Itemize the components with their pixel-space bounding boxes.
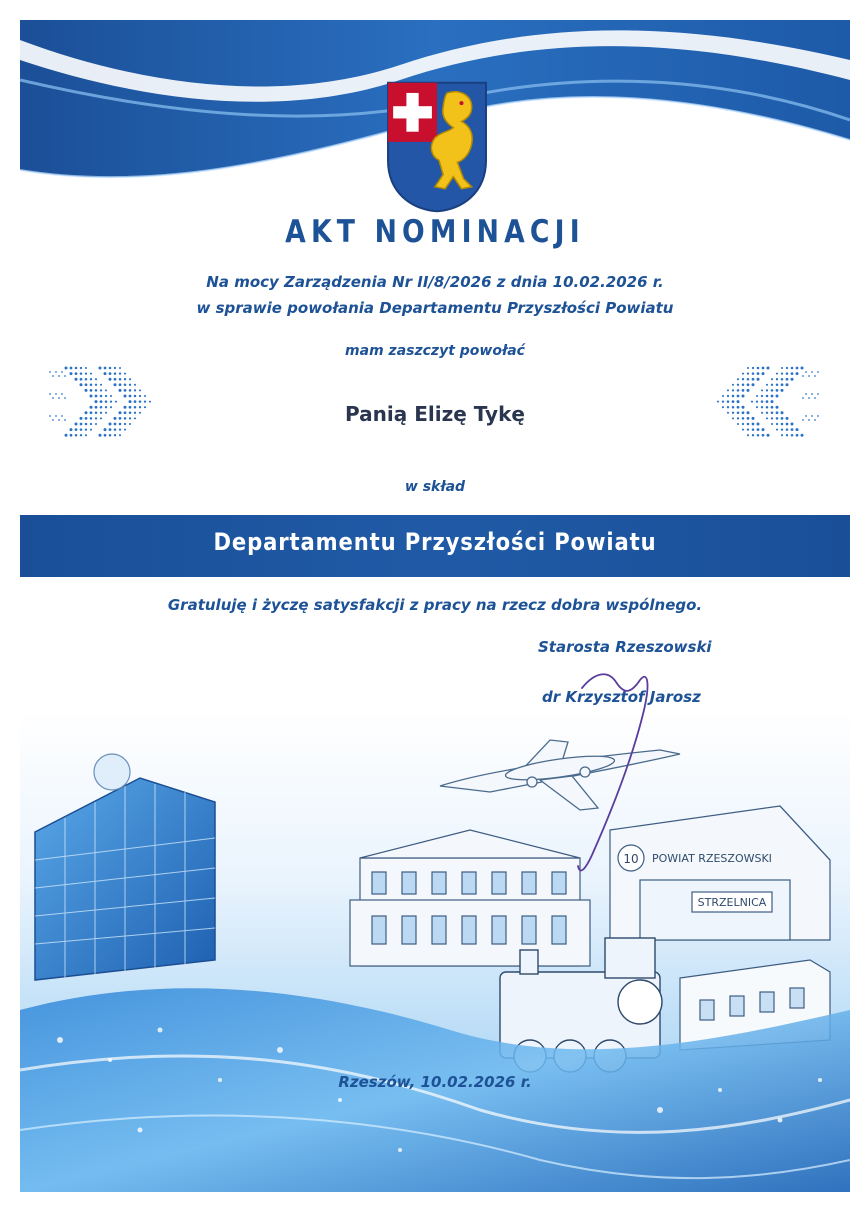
ornament-dot xyxy=(105,389,107,391)
ornament-dot xyxy=(786,378,789,381)
ornament-dot xyxy=(85,372,87,374)
ornament-dot xyxy=(129,389,132,392)
ornament-dot xyxy=(762,434,765,437)
ornament-dot xyxy=(58,375,60,377)
ornament-dot xyxy=(737,378,739,380)
ornament-dot xyxy=(801,367,804,370)
ornament-dot xyxy=(90,389,93,392)
ornament-dot xyxy=(85,428,87,430)
ornament-dot xyxy=(757,367,760,370)
ornament-dot xyxy=(814,375,816,377)
ornament-dot xyxy=(119,383,122,386)
ornament-dot xyxy=(85,367,87,369)
ornament-dot xyxy=(110,395,112,397)
ornament-dot xyxy=(722,395,724,397)
ornament-dot xyxy=(747,383,750,386)
ornament-dot xyxy=(95,395,98,398)
ornament-dot xyxy=(781,378,784,381)
ornament-dot xyxy=(805,371,807,373)
ornament-dot xyxy=(104,428,107,431)
ornament-dot xyxy=(95,384,97,386)
ornament-dot xyxy=(781,372,783,374)
ornament-dot xyxy=(49,393,51,395)
ornament-dot xyxy=(64,375,66,377)
ornament-dot xyxy=(771,395,774,398)
ornament-dot xyxy=(124,378,126,380)
ornament-dot xyxy=(776,378,778,380)
ornament-dot xyxy=(99,367,102,370)
ornament-dot xyxy=(814,397,816,399)
ornament-dot xyxy=(80,383,83,386)
hall-number: 10 xyxy=(623,852,639,866)
ornament-dot xyxy=(75,378,78,381)
ornament-dot xyxy=(802,397,804,399)
ornament-dot xyxy=(124,373,126,375)
ornament-dot xyxy=(109,428,112,431)
ornament-dot xyxy=(805,393,807,395)
ornament-dot xyxy=(742,384,745,387)
ornament-dot xyxy=(776,389,779,392)
ornament-dot xyxy=(65,434,68,437)
ornament-dot xyxy=(786,434,788,436)
ornament-dot xyxy=(802,375,804,377)
signatory-name: dr Krzysztof Jarosz xyxy=(542,688,701,706)
ornament-dot xyxy=(114,372,117,375)
ornament-dot xyxy=(80,378,83,381)
ornament-dot xyxy=(781,383,784,386)
signatory-title: Starosta Rzeszowski xyxy=(538,638,712,656)
ornament-dot xyxy=(761,395,763,397)
legal-basis-line-1: Na mocy Zarządzenia Nr II/8/2026 z dnia 10.02.2026 r. xyxy=(206,273,664,291)
ornament-dot xyxy=(99,434,102,437)
ornament-dot xyxy=(752,378,755,381)
ornament-dot xyxy=(727,389,729,391)
ornament-dot xyxy=(766,384,768,386)
ornament-dot xyxy=(756,395,758,397)
ornament-dot xyxy=(776,373,778,375)
ornament-dot xyxy=(124,384,127,387)
ornament-dot xyxy=(100,395,103,398)
ornament-dot xyxy=(61,393,63,395)
ornament-dot xyxy=(109,372,112,375)
department-name: Departamentu Przyszłości Powiatu xyxy=(213,528,657,556)
ornament-dot xyxy=(796,372,799,375)
ornament-dot xyxy=(766,395,769,398)
ornament-dot xyxy=(80,372,83,375)
ornament-dot xyxy=(119,434,121,436)
ornament-dot xyxy=(114,378,117,381)
ornament-dot xyxy=(109,434,112,437)
hall-building-icon xyxy=(610,806,830,940)
ornament-dot xyxy=(61,371,63,373)
ornament-dot xyxy=(737,395,740,398)
ornament-dot xyxy=(65,367,68,370)
nominee-name: Panią Elizę Tykę xyxy=(345,402,525,426)
ornament-dot xyxy=(762,367,765,370)
congratulations-line: Gratuluję i życzę satysfakcji z pracy na rzecz dobra wspólnego. xyxy=(167,596,703,614)
ornament-dot xyxy=(75,428,78,431)
ornament-dot xyxy=(767,434,770,437)
ornament-dot xyxy=(70,367,73,370)
hall-sign: POWIAT RZESZOWSKI xyxy=(652,852,772,865)
ornament-dot xyxy=(742,378,744,380)
ornament-dot xyxy=(144,395,146,397)
ornament-dot xyxy=(129,384,131,386)
ornament-dot xyxy=(742,395,745,398)
ornament-dot xyxy=(114,383,117,386)
ornament-dot xyxy=(817,393,819,395)
ornament-dot xyxy=(752,434,754,436)
ornament-dot xyxy=(732,384,734,386)
ornament-dot xyxy=(104,434,107,437)
city-illustration xyxy=(20,710,850,1192)
ornament-dot xyxy=(139,389,141,391)
ornament-dot xyxy=(75,367,78,370)
ornament-dot xyxy=(134,384,136,386)
ornament-dot xyxy=(781,389,784,392)
ornament-dot xyxy=(70,428,73,431)
ornament-dot xyxy=(134,389,136,391)
ornament-dot xyxy=(85,378,88,381)
ornament-dot xyxy=(791,372,794,375)
ornament-dot xyxy=(75,372,78,375)
ornament-dot xyxy=(139,395,141,397)
ornament-dot xyxy=(786,372,789,375)
ornament-dot xyxy=(119,389,122,392)
ornament-dot xyxy=(134,395,137,398)
legal-basis-line-2: w sprawie powołania Departamentu Przyszłości Powiatu xyxy=(196,299,674,317)
ornament-dot xyxy=(781,434,783,436)
ornament-dot xyxy=(55,393,57,395)
ornament-dot xyxy=(52,397,54,399)
ornament-dot xyxy=(55,371,57,373)
ornament-dot xyxy=(747,389,750,392)
ornament-dot xyxy=(70,372,73,375)
ornament-dot xyxy=(771,384,773,386)
ornament-dot xyxy=(791,428,794,431)
ornament-dot xyxy=(732,395,735,398)
ornament-dot xyxy=(85,389,88,392)
ornament-dot xyxy=(124,429,126,431)
ornament-dot xyxy=(742,429,744,431)
ornament-dot xyxy=(58,397,60,399)
ornament-dot xyxy=(119,372,121,374)
ornament-dot xyxy=(124,389,127,392)
into-line: w skład xyxy=(404,479,466,495)
nomination-certificate xyxy=(20,20,850,1192)
ornament-dot xyxy=(109,378,112,381)
ornament-dot xyxy=(752,428,755,431)
ornament-dot xyxy=(811,371,813,373)
ornament-dot xyxy=(747,428,749,430)
ornament-dot xyxy=(90,378,92,380)
ornament-dot xyxy=(90,384,93,387)
ornament-dot xyxy=(52,375,54,377)
ornament-dot xyxy=(75,434,78,437)
ornament-dot xyxy=(124,395,127,398)
ornament-dot xyxy=(100,389,102,391)
ornament-dot xyxy=(747,367,749,369)
ornament-dot xyxy=(811,393,813,395)
ornament-dot xyxy=(747,372,749,374)
ornament-dot xyxy=(786,383,789,386)
ornament-dot xyxy=(114,434,116,436)
ornament-dot xyxy=(752,372,755,375)
ornament-dot xyxy=(742,389,745,392)
ornament-dot xyxy=(801,434,804,437)
ornament-dot xyxy=(781,428,783,430)
ornament-dot xyxy=(767,367,770,370)
ornament-dot xyxy=(808,397,810,399)
ornament-dot xyxy=(49,371,51,373)
ornament-dot xyxy=(786,367,788,369)
ornament-dot xyxy=(95,378,97,380)
ornament-dot xyxy=(817,371,819,373)
ornament-dot xyxy=(104,367,107,370)
ornament-dot xyxy=(119,428,121,430)
ornament-dot xyxy=(796,428,799,431)
ornament-dot xyxy=(90,373,92,375)
ornament-dot xyxy=(129,395,132,398)
ornament-dot xyxy=(771,378,773,380)
ornament-dot xyxy=(109,367,112,370)
ornament-dot xyxy=(757,434,760,437)
ornament-dot xyxy=(80,367,82,369)
ornament-dot xyxy=(737,384,739,386)
ornament-dot xyxy=(776,384,779,387)
ornament-dot xyxy=(742,373,744,375)
ornament-dot xyxy=(90,429,92,431)
ornament-dot xyxy=(129,378,131,380)
ornament-dot xyxy=(747,378,750,381)
ornament-dot xyxy=(119,378,122,381)
ornament-dot xyxy=(808,375,810,377)
ornament-dot xyxy=(791,367,794,370)
ornament-dot xyxy=(796,434,799,437)
ornament-dot xyxy=(757,428,760,431)
hall-door-sign: STRZELNICA xyxy=(697,896,767,909)
ornament-dot xyxy=(781,367,783,369)
ornament-dot xyxy=(771,389,774,392)
ornament-dot xyxy=(732,389,734,391)
ornament-dot xyxy=(762,428,765,431)
ornament-dot xyxy=(85,383,88,386)
ornament-dot xyxy=(737,389,740,392)
ornament-dot xyxy=(95,389,98,392)
ornament-dot xyxy=(766,389,768,391)
ornament-dot xyxy=(727,395,729,397)
ornament-dot xyxy=(747,434,749,436)
ornament-dot xyxy=(786,428,789,431)
ornament-dot xyxy=(796,367,799,370)
ornament-dot xyxy=(70,434,73,437)
ornament-dot xyxy=(114,367,116,369)
coat-of-arms-icon xyxy=(386,80,488,214)
ornament-dot xyxy=(80,434,82,436)
ornament-dot xyxy=(791,378,794,381)
ornament-dot xyxy=(80,428,83,431)
department-banner xyxy=(20,515,850,577)
ornament-dot xyxy=(776,395,779,398)
ornament-dot xyxy=(90,395,93,398)
ornament-dot xyxy=(752,367,754,369)
ornament-dot xyxy=(761,389,763,391)
ornament-dot xyxy=(119,367,121,369)
ornament-dot xyxy=(100,384,102,386)
place-and-date: Rzeszów, 10.02.2026 r. xyxy=(338,1073,532,1091)
ornament-dot xyxy=(85,434,87,436)
ornament-dot xyxy=(114,428,117,431)
ornament-dot xyxy=(64,397,66,399)
ornament-dot xyxy=(757,372,760,375)
ornament-dot xyxy=(757,378,760,381)
ornament-dot xyxy=(791,434,794,437)
honor-line: mam zaszczyt powołać xyxy=(345,343,525,359)
ornament-dot xyxy=(776,429,778,431)
ornament-dot xyxy=(752,383,755,386)
ornament-dot xyxy=(762,372,765,375)
ornament-dot xyxy=(104,372,107,375)
ornament-dot xyxy=(105,395,107,397)
document-title: AKT NOMINACJI xyxy=(285,214,585,250)
